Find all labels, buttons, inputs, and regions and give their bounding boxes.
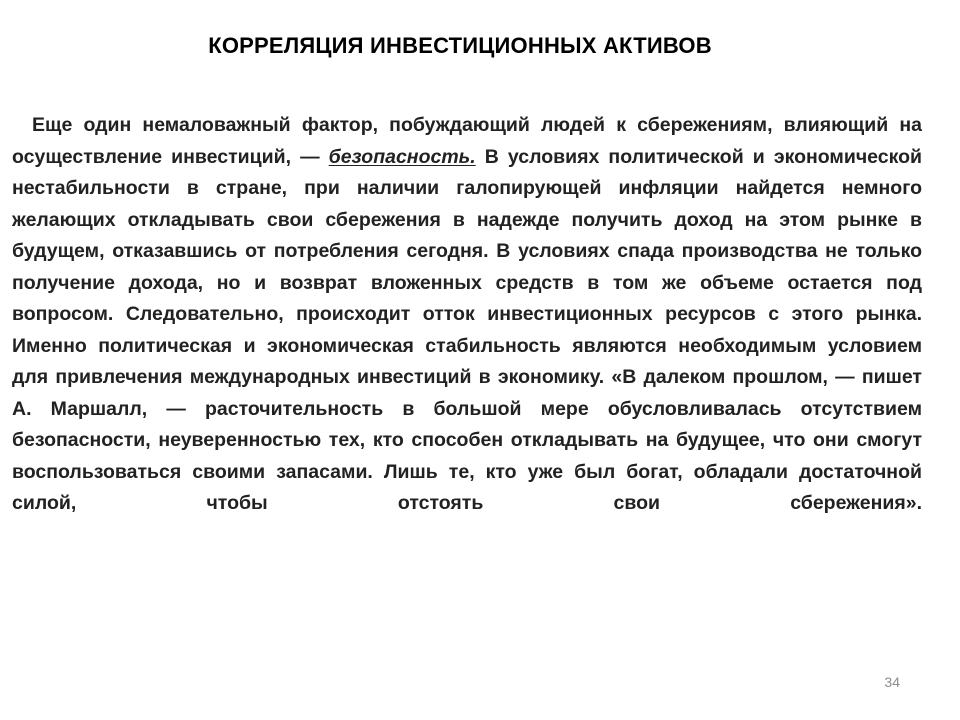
body-text-part-2: В условиях политической и экономической нестабильности в стране, при наличии галопирующей инфляции найдется немного желающих откладывать свои сбережения в надежде получить доход на этом рынке в будущем, отказавшись от потребления сегодня. В условиях спада производства не только получение дохода, но и возврат вложенных средств в том же объеме остается под вопросом. Следовательно, происходит отток инвестиционных ресурсов с этого рынка. Именно политическая и экономическая стабильность являются необходимым условием для привлечения международных инвестиций в экономику. «В далеком прошлом, — пишет А. Маршалл, — расточительность в большой мере обусловливалась отсутствием безопасности, неуверенностью тех, кто способен откладывать на будущее, что они смогут воспользоваться своими запасами. Лишь те, кто уже был богат, обладали достаточной силой, чтобы отстоять свои сбережения». [12, 145, 923, 514]
body-text-part-1: Еще один немаловажный фактор, побуждающий людей к сбережениям, влияющий на осуществление инвестиций, — [12, 114, 922, 168]
slide-body-paragraph [12, 110, 922, 520]
page-number: 34 [884, 674, 900, 690]
slide-title: КОРРЕЛЯЦИЯ ИНВЕСТИЦИОННЫХ АКТИВОВ [208, 33, 712, 58]
body-emphasis-security: безопасность. [328, 145, 476, 168]
